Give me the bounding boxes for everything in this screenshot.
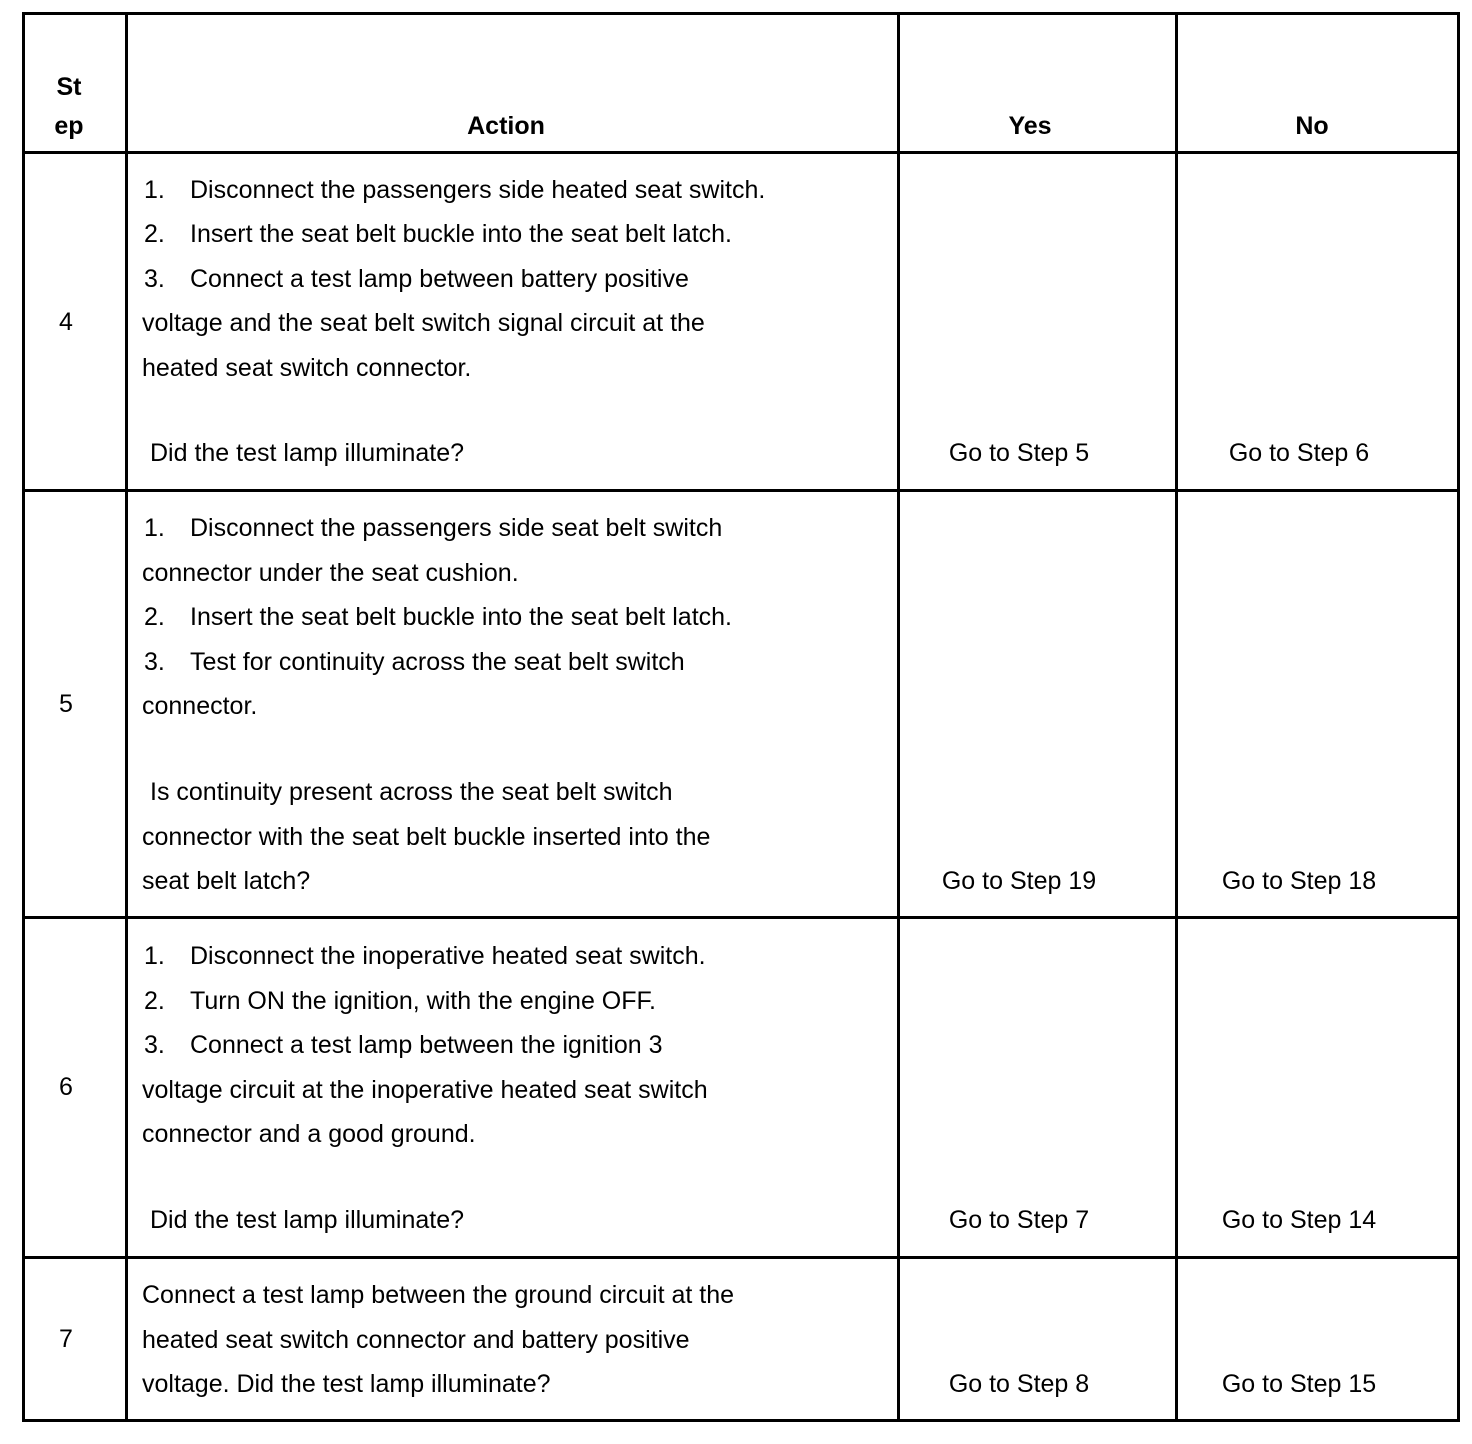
step-number: 7 (59, 1325, 73, 1353)
header-step-line1: St (56, 73, 82, 101)
row-divider (22, 489, 1460, 492)
action-step-text: Test for continuity across the seat belt switch (190, 648, 685, 676)
list-number: 1. (144, 942, 165, 970)
list-number: 1. (144, 514, 165, 542)
step-number: 5 (59, 690, 73, 718)
list-number: 2. (144, 987, 165, 1015)
list-number: 3. (144, 648, 165, 676)
no-result: Go to Step 14 (1221, 1206, 1377, 1234)
table-border-left (22, 12, 25, 1422)
yes-result: Go to Step 7 (948, 1206, 1090, 1234)
action-question: Did the test lamp illuminate? (150, 1206, 465, 1234)
table-border-bottom (22, 1419, 1460, 1422)
list-number: 2. (144, 220, 165, 248)
header-divider (22, 151, 1460, 154)
table-border-right (1457, 12, 1460, 1422)
action-continuation: voltage circuit at the inoperative heated seat switch (142, 1076, 708, 1104)
yes-result: Go to Step 8 (948, 1370, 1090, 1398)
yes-result: Go to Step 19 (941, 867, 1097, 895)
action-question: Is continuity present across the seat belt switch (150, 778, 673, 806)
action-continuation: voltage and the seat belt switch signal circuit at the (142, 309, 705, 337)
action-text: heated seat switch connector and battery positive (142, 1326, 690, 1354)
row-divider (22, 1256, 1460, 1259)
action-step-text: Disconnect the passengers side seat belt switch (190, 514, 723, 542)
no-result: Go to Step 6 (1228, 439, 1370, 467)
action-question: seat belt latch? (142, 867, 311, 895)
action-step-text: Connect a test lamp between battery positive (190, 265, 689, 293)
action-text: Connect a test lamp between the ground circuit at the (142, 1281, 735, 1309)
column-divider (125, 12, 128, 1422)
action-question: Did the test lamp illuminate? (150, 439, 465, 467)
header-yes: Yes (1008, 112, 1052, 140)
list-number: 3. (144, 1031, 165, 1059)
action-continuation: connector and a good ground. (142, 1120, 476, 1148)
action-step-text: Insert the seat belt buckle into the seat belt latch. (190, 603, 732, 631)
no-result: Go to Step 15 (1221, 1370, 1377, 1398)
list-number: 1. (144, 176, 165, 204)
row-divider (22, 916, 1460, 919)
step-number: 4 (59, 308, 73, 336)
header-no: No (1295, 112, 1329, 140)
no-result: Go to Step 18 (1221, 867, 1377, 895)
action-step-text: Turn ON the ignition, with the engine OFF. (190, 987, 656, 1015)
action-continuation: connector under the seat cushion. (142, 559, 519, 587)
list-number: 2. (144, 603, 165, 631)
step-number: 6 (59, 1073, 73, 1101)
action-text: voltage. Did the test lamp illuminate? (142, 1370, 551, 1398)
header-action: Action (467, 112, 545, 140)
action-step-text: Connect a test lamp between the ignition 3 (190, 1031, 663, 1059)
header-step-line2: ep (54, 112, 84, 140)
column-divider (1175, 12, 1178, 1422)
action-continuation: connector. (142, 692, 258, 720)
action-question: connector with the seat belt buckle inserted into the (142, 823, 711, 851)
action-continuation: heated seat switch connector. (142, 354, 472, 382)
column-divider (897, 12, 900, 1422)
list-number: 3. (144, 265, 165, 293)
table-border-top (22, 12, 1460, 15)
yes-result: Go to Step 5 (948, 439, 1090, 467)
action-step-text: Disconnect the passengers side heated seat switch. (190, 176, 766, 204)
action-step-text: Insert the seat belt buckle into the seat belt latch. (190, 220, 732, 248)
action-step-text: Disconnect the inoperative heated seat switch. (190, 942, 706, 970)
